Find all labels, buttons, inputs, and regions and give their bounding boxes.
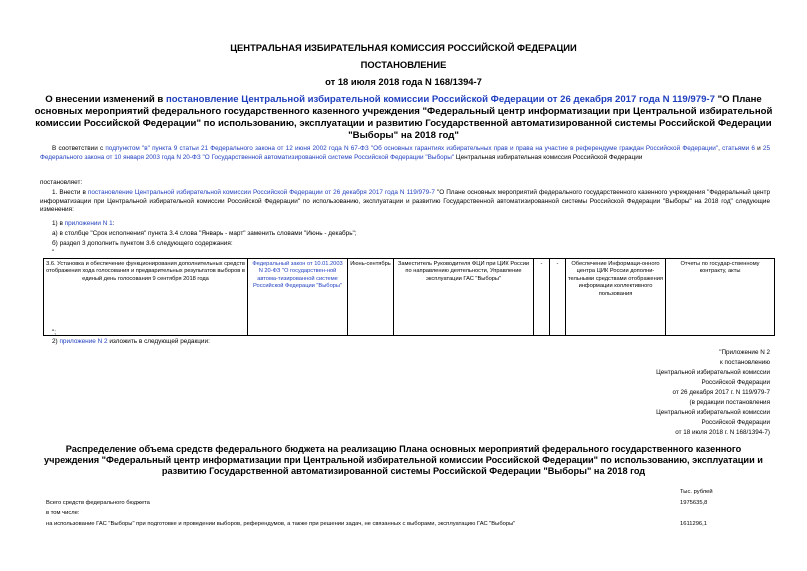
cell-law-link[interactable]: Федеральный закон от 10.01.2003 N 20-ФЗ "О государствен-ной автома-тизированной системе Российской Федерации "Выборы" (248, 259, 348, 336)
document-title (30, 94, 777, 142)
cell-description: 3.6. Установка и обеспечение функционирования дополнительных средств отображения хода голосования и предварительных результатов выборов в единый день голосования 9 сентября 2018 года (44, 259, 248, 336)
table-row (44, 259, 775, 336)
cell-responsible: Заместитель Руководителя ФЦИ при ЦИК России по направлению деятельности, Управление эксплуатации ГАС "Выборы" (394, 259, 534, 336)
table-row-label: в том числе: (46, 510, 80, 516)
annex1-link[interactable]: приложении N 1 (64, 220, 113, 227)
org-name: ЦЕНТРАЛЬНАЯ ИЗБИРАТЕЛЬНАЯ КОМИССИЯ РОССИЙСКОЙ ФЕДЕРАЦИИ (230, 42, 577, 53)
preamble: В соответствии с подпунктом "в" пункта 9 статьи 21 Федерального закона от 12 июня 2002 года N 67-ФЗ "Об основных гарантиях избирательных прав и права на участие в референдуме граждан Российской Федерации", статьями 6 и 25 Федерального закона от 10 января 2003 года N 20-ФЗ "О Государственной автоматизированной системе Российской Федерации "Выборы" Центральная избирательная комиссия Российской Федерации (40, 145, 770, 161)
distribution-title: Распределение объема средств федерального бюджета на реализацию Плана основных мероприятий федерального государственного казенного учреждения "Федеральный центр информатизации при Центральной избирательной комиссии Российской Федерации" по использованию, эксплуатации и развитию Государственной автоматизированной системы Российской Федерации "Выборы" на 2018 год (44, 444, 763, 476)
preamble-link-art6[interactable]: статьями 6 (722, 145, 755, 152)
item-2: 2) приложение N 2 изложить в следующей редакции: (52, 338, 210, 345)
table-row-value: 1611296,1 (680, 521, 707, 527)
quote-open: " (52, 249, 55, 256)
item1-decree-link[interactable]: постановление Центральной избирательной комиссии Российской Федерации от 26 декабря 2017 года N 119/979-7 (87, 189, 435, 196)
table-row-label: на использование ГАС "Выборы" при подготовке и проведении выборов, референдумов, а также при решении задач, не связанных с выборами, эксплуатацию ГАС "Выборы" (46, 521, 516, 527)
annex-line: от 18 июля 2018 г. N 168/1394-7) (675, 429, 770, 436)
item-1: 1. Внести в постановление Центральной избирательной комиссии Российской Федерации от 26 декабря 2017 года N 119/979-7 "О Плане основных мероприятий федерального государственного казенного учреждения "Федеральный центр информатизации при Центральной избирательной комиссии Российской Федерации" по использованию, эксплуатации и развитию Государственной автоматизированной системы Российской Федерации "Выборы" на 2018 год" следующие изменения: (40, 189, 771, 214)
annex-line: Российской Федерации (701, 379, 770, 386)
cell-dash-2: - (550, 259, 566, 336)
annex2-link[interactable]: приложение N 2 (59, 338, 108, 345)
table-row-value: 1975635,8 (680, 500, 708, 506)
preamble-link-20fz[interactable]: 25 Федерального закона от 10 января 2003 года N 20-ФЗ "О Государственной автоматизированной системе Российской Федерации "Выборы" (40, 145, 770, 161)
annex-header (570, 348, 770, 438)
annex-line: Центральной избирательной комиссии (656, 369, 770, 376)
cell-result: Обеспечение Информаци-онного центра ЦИК России дополни-тельными средствами отображения информации коллективного пользования (566, 259, 666, 336)
amendment-table (43, 258, 775, 336)
title-prefix: О внесении изменений в (45, 94, 166, 105)
annex-line: "Приложение N 2 (719, 349, 770, 356)
doc-type: ПОСТАНОВЛЕНИЕ (360, 59, 447, 70)
annex-line: Российской Федерации (701, 419, 770, 426)
preamble-link-67fz[interactable]: подпунктом "в" пункта 9 статьи 21 Федерального закона от 12 июня 2002 года N 67-ФЗ "Об основных гарантиях избирательных прав и права на участие в референдуме граждан Российской Федерации" (105, 145, 719, 152)
doc-date: от 18 июля 2018 года N 168/1394-7 (325, 76, 482, 87)
quote-close: "; (52, 329, 57, 336)
decides-text: постановляет: (40, 179, 83, 186)
annex-line: к постановлению (720, 359, 770, 366)
sub-item-1: 1) в приложении N 1: (52, 220, 115, 227)
annex-line: от 26 декабря 2017 г. N 119/979-7 (672, 389, 770, 396)
sub-item-a: а) в столбце "Срок исполнения" пункта 3.4 слова "Январь - март" заменить словами "Июнь - декабрь"; (52, 230, 357, 237)
annex-line: Центральной избирательной комиссии (656, 409, 770, 416)
cell-report: Отчеты по государ-ственному контракту, акты (666, 259, 775, 336)
sub-item-b: б) раздел 3 дополнить пунктом 3.6 следующего содержания: (52, 240, 233, 247)
unit-label: Тыс. рублей (680, 489, 713, 495)
cell-deadline: Июнь-сентябрь (348, 259, 394, 336)
cell-dash-1: - (534, 259, 550, 336)
table-row-label: Всего средств федерального бюджета (46, 500, 150, 506)
title-suffix: "О Плане основных мероприятий федерального государственного казенного учреждения "Федеральный центр информатизации при Центральной избирательной комиссии Российской Федерации" по использованию, эксплуатации и развитию Государственной автоматизированной системы Российской Федерации "Выборы" на 2018 год" (34, 94, 773, 141)
title-decree-link[interactable]: постановление Центральной избирательной комиссии Российской Федерации от 26 декабря 2017 года N 119/979-7 (165, 94, 715, 105)
annex-line: (в редакции постановления (689, 399, 770, 406)
